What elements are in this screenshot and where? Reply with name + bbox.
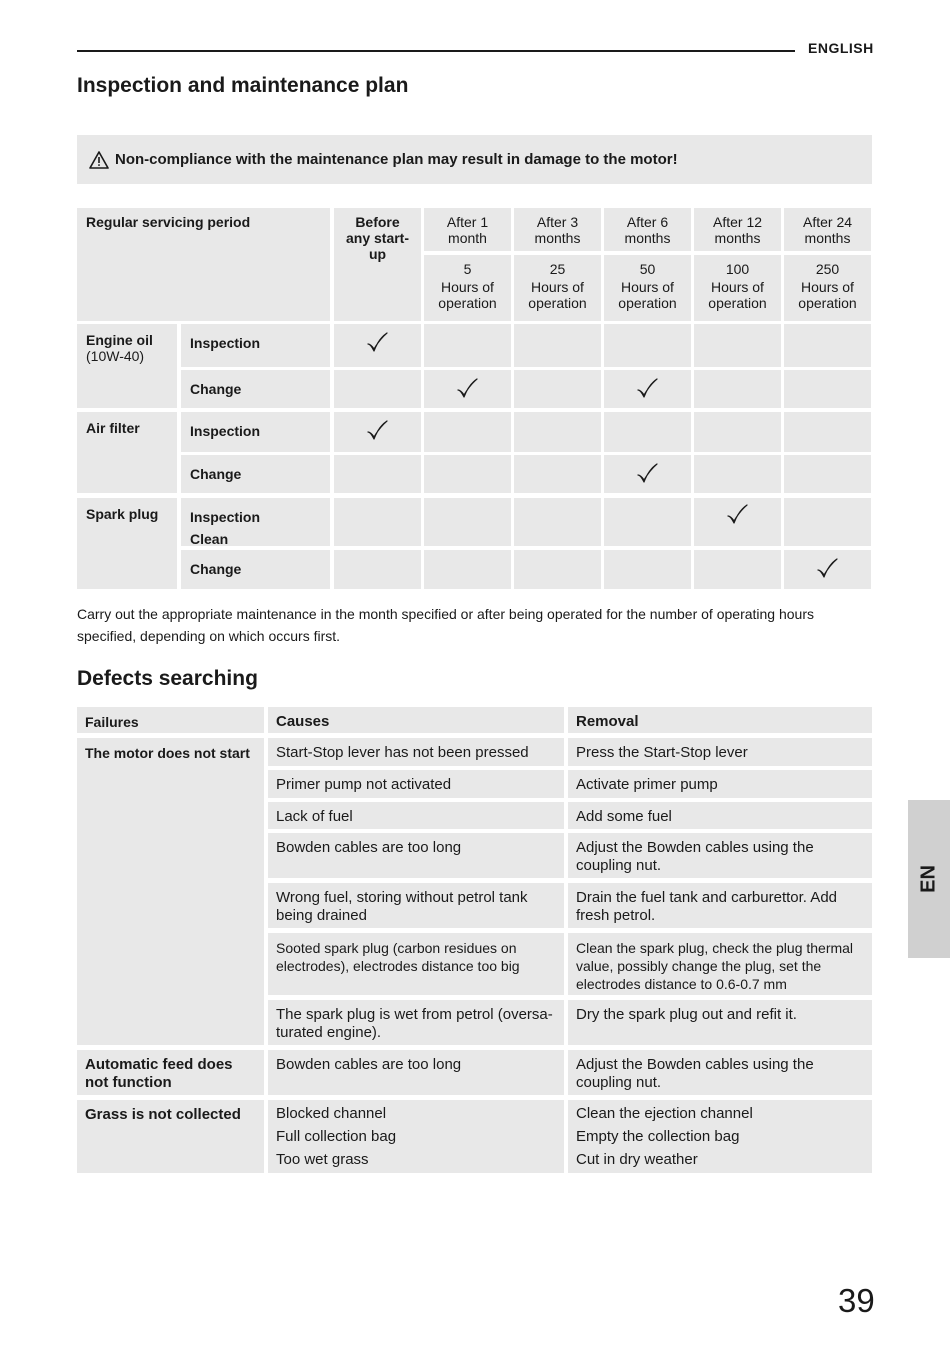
removal-text: Drain the fuel tank and carburettor. Add fresh petrol. bbox=[576, 889, 837, 924]
schedule-cell bbox=[694, 550, 781, 589]
checkmark-icon bbox=[366, 332, 388, 354]
cause-text: Lack of fuel bbox=[276, 808, 353, 825]
failure-label: The motor does not start bbox=[85, 745, 250, 761]
task-label: Change bbox=[190, 561, 242, 577]
period-hours-value: 100 bbox=[725, 261, 750, 277]
maintenance-note: Carry out the appropriate maintenance in the month specified or after being operated for the number of operating hours specified, depending on which occurs first. bbox=[77, 606, 815, 644]
causes-header: Causes bbox=[276, 713, 330, 730]
period-hours-label: Hours of bbox=[621, 279, 674, 295]
language-side-tab bbox=[908, 800, 950, 958]
period-hours-value: 50 bbox=[639, 261, 656, 277]
cause-cell bbox=[268, 802, 564, 829]
schedule-cell bbox=[334, 550, 421, 589]
schedule-cell bbox=[514, 324, 601, 367]
removal-cell bbox=[568, 1000, 872, 1045]
removal-cell bbox=[568, 802, 872, 829]
removal-header: Removal bbox=[576, 713, 639, 730]
schedule-cell bbox=[514, 412, 601, 452]
warning-box bbox=[77, 135, 872, 184]
schedule-cell bbox=[334, 498, 421, 546]
cause-text: Bowden cables are too long bbox=[276, 1056, 462, 1073]
schedule-cell bbox=[334, 455, 421, 493]
removal-text: Empty the collection bag bbox=[576, 1128, 740, 1145]
period-hours-label: operation bbox=[798, 295, 857, 311]
schedule-cell bbox=[694, 455, 781, 493]
period-months-label: months bbox=[714, 230, 761, 246]
period-header-cell bbox=[77, 208, 330, 321]
schedule-cell bbox=[694, 498, 781, 546]
page-number: 39 bbox=[838, 1282, 875, 1319]
removal-text: Adjust the Bowden cables using the coupling nut. bbox=[576, 839, 814, 874]
period-months-label: After 6 bbox=[626, 214, 669, 230]
schedule-cell bbox=[514, 498, 601, 546]
period-months-cell bbox=[424, 208, 511, 251]
task-cell bbox=[181, 550, 330, 589]
before-startup-header-cell bbox=[334, 208, 421, 321]
period-hours-cell bbox=[784, 255, 871, 321]
schedule-cell bbox=[514, 370, 601, 408]
cause-cell bbox=[268, 770, 564, 798]
period-hours-label: operation bbox=[708, 295, 767, 311]
period-months-label: After 12 bbox=[712, 214, 763, 230]
cause-cell bbox=[268, 933, 564, 995]
component-spec: (10W-40) bbox=[86, 348, 145, 364]
period-months-cell bbox=[514, 208, 601, 251]
removal-text: Press the Start-Stop lever bbox=[576, 744, 748, 761]
task-label: Inspection bbox=[190, 423, 261, 439]
cause-text: Sooted spark plug (carbon residues on electrodes), electrodes distance too big bbox=[276, 940, 520, 974]
period-months-label: months bbox=[534, 230, 581, 246]
task-cell bbox=[181, 412, 330, 452]
warning-triangle-icon bbox=[89, 151, 109, 169]
failure-cell bbox=[77, 1100, 264, 1173]
component-cell bbox=[77, 498, 177, 589]
schedule-cell bbox=[334, 370, 421, 408]
removal-cell bbox=[568, 933, 872, 995]
schedule-cell bbox=[784, 550, 871, 589]
schedule-cell bbox=[784, 412, 871, 452]
before-startup-label: Before bbox=[355, 214, 400, 230]
cause-cell bbox=[268, 1000, 564, 1045]
schedule-cell bbox=[694, 370, 781, 408]
maintenance-plan-title: Inspection and maintenance plan bbox=[77, 74, 409, 97]
header-rule bbox=[77, 50, 795, 52]
failure-cell bbox=[77, 1050, 264, 1095]
warning-text: Non-compliance with the maintenance plan may result in damage to the motor! bbox=[115, 151, 678, 168]
schedule-cell bbox=[424, 550, 511, 589]
period-months-label: After 3 bbox=[536, 214, 579, 230]
schedule-cell bbox=[334, 412, 421, 452]
task-label: Clean bbox=[190, 531, 229, 547]
schedule-cell bbox=[784, 324, 871, 367]
cause-cell bbox=[268, 833, 564, 878]
removal-cell bbox=[568, 833, 872, 878]
language-label: ENGLISH bbox=[808, 40, 874, 56]
cause-text: Start-Stop lever has not been pressed bbox=[276, 744, 529, 761]
schedule-cell bbox=[514, 550, 601, 589]
schedule-cell bbox=[784, 498, 871, 546]
task-label: Inspection bbox=[190, 509, 261, 525]
period-months-label: months bbox=[624, 230, 671, 246]
schedule-cell bbox=[424, 455, 511, 493]
removal-cell bbox=[568, 883, 872, 928]
component-cell bbox=[77, 412, 177, 493]
period-months-label: After 1 bbox=[446, 214, 489, 230]
removal-text: Cut in dry weather bbox=[576, 1151, 698, 1168]
period-hours-label: Hours of bbox=[801, 279, 854, 295]
period-hours-value: 25 bbox=[549, 261, 566, 277]
failure-label: Grass is not collected bbox=[85, 1106, 241, 1123]
period-hours-cell bbox=[604, 255, 691, 321]
checkmark-icon bbox=[366, 420, 388, 442]
schedule-cell bbox=[604, 324, 691, 367]
schedule-cell bbox=[604, 412, 691, 452]
removal-cell bbox=[568, 770, 872, 798]
defects-title: Defects searching bbox=[77, 667, 258, 690]
cause-text: Primer pump not activated bbox=[276, 776, 452, 793]
period-header-label: Regular servicing period bbox=[86, 214, 251, 230]
removal-text: Add some fuel bbox=[576, 808, 672, 825]
schedule-cell bbox=[424, 324, 511, 367]
schedule-cell bbox=[784, 370, 871, 408]
cause-text: Too wet grass bbox=[276, 1151, 369, 1168]
period-hours-label: operation bbox=[618, 295, 677, 311]
failure-label: Automatic feed does not function bbox=[85, 1056, 233, 1091]
period-months-label: month bbox=[448, 230, 487, 246]
removal-text: Adjust the Bowden cables using the coupling nut. bbox=[576, 1056, 814, 1091]
schedule-cell bbox=[604, 550, 691, 589]
cause-text: Bowden cables are too long bbox=[276, 839, 462, 856]
period-months-cell bbox=[604, 208, 691, 251]
before-startup-label: any start- bbox=[345, 230, 410, 246]
removal-text: Activate primer pump bbox=[576, 776, 718, 793]
removal-text: Dry the spark plug out and refit it. bbox=[576, 1006, 797, 1023]
component-name: Spark plug bbox=[86, 506, 159, 522]
period-months-label: months bbox=[804, 230, 851, 246]
period-hours-label: operation bbox=[438, 295, 497, 311]
failure-cell bbox=[77, 738, 264, 1045]
removal-cell bbox=[568, 1050, 872, 1095]
task-label: Change bbox=[190, 466, 242, 482]
period-hours-cell bbox=[694, 255, 781, 321]
checkmark-icon bbox=[726, 504, 748, 526]
causes-header-cell bbox=[268, 707, 564, 733]
task-label: Change bbox=[190, 381, 242, 397]
before-startup-label: up bbox=[368, 246, 387, 262]
schedule-cell bbox=[784, 455, 871, 493]
period-hours-value: 5 bbox=[463, 261, 472, 277]
task-cell bbox=[181, 324, 330, 367]
task-cell bbox=[181, 370, 330, 408]
checkmark-icon bbox=[636, 463, 658, 485]
cause-cell bbox=[268, 1100, 564, 1173]
component-cell bbox=[77, 324, 177, 408]
checkmark-icon bbox=[636, 378, 658, 400]
removal-header-cell bbox=[568, 707, 872, 733]
task-label: Inspection bbox=[190, 335, 261, 351]
period-hours-cell bbox=[514, 255, 601, 321]
schedule-cell bbox=[604, 498, 691, 546]
checkmark-icon bbox=[816, 558, 838, 580]
cause-text: The spark plug is wet from petrol (oversa-turated engine). bbox=[276, 1006, 553, 1041]
schedule-cell bbox=[694, 324, 781, 367]
cause-cell bbox=[268, 1050, 564, 1095]
period-hours-label: operation bbox=[528, 295, 587, 311]
schedule-cell bbox=[604, 455, 691, 493]
period-months-cell bbox=[694, 208, 781, 251]
period-hours-label: Hours of bbox=[711, 279, 764, 295]
failures-header-cell bbox=[77, 707, 264, 733]
period-hours-label: Hours of bbox=[531, 279, 584, 295]
schedule-cell bbox=[334, 324, 421, 367]
removal-text: Clean the spark plug, check the plug thermal value, possibly change the plug, set the electrodes distance to 0.6-0.7 mm bbox=[576, 940, 854, 992]
cause-cell bbox=[268, 883, 564, 928]
schedule-cell bbox=[424, 498, 511, 546]
removal-cell bbox=[568, 738, 872, 766]
cause-text: Wrong fuel, storing without petrol tank being drained bbox=[276, 889, 528, 924]
schedule-cell bbox=[424, 412, 511, 452]
period-months-label: After 24 bbox=[802, 214, 853, 230]
schedule-cell bbox=[514, 455, 601, 493]
failures-header: Failures bbox=[85, 714, 139, 730]
period-hours-cell bbox=[424, 255, 511, 321]
schedule-cell bbox=[604, 370, 691, 408]
period-months-cell bbox=[784, 208, 871, 251]
cause-text: Full collection bag bbox=[276, 1128, 397, 1145]
cause-text: Blocked channel bbox=[276, 1105, 387, 1122]
component-name: Air filter bbox=[86, 420, 140, 436]
task-cell bbox=[181, 455, 330, 493]
language-side-tab-label: EN bbox=[917, 865, 940, 893]
schedule-cell bbox=[694, 412, 781, 452]
task-cell bbox=[181, 498, 330, 546]
removal-text: Clean the ejection channel bbox=[576, 1105, 753, 1122]
schedule-cell bbox=[424, 370, 511, 408]
component-name: Engine oil bbox=[86, 332, 153, 348]
cause-cell bbox=[268, 738, 564, 766]
removal-cell bbox=[568, 1100, 872, 1173]
period-hours-value: 250 bbox=[815, 261, 840, 277]
period-hours-label: Hours of bbox=[441, 279, 494, 295]
checkmark-icon bbox=[456, 378, 478, 400]
